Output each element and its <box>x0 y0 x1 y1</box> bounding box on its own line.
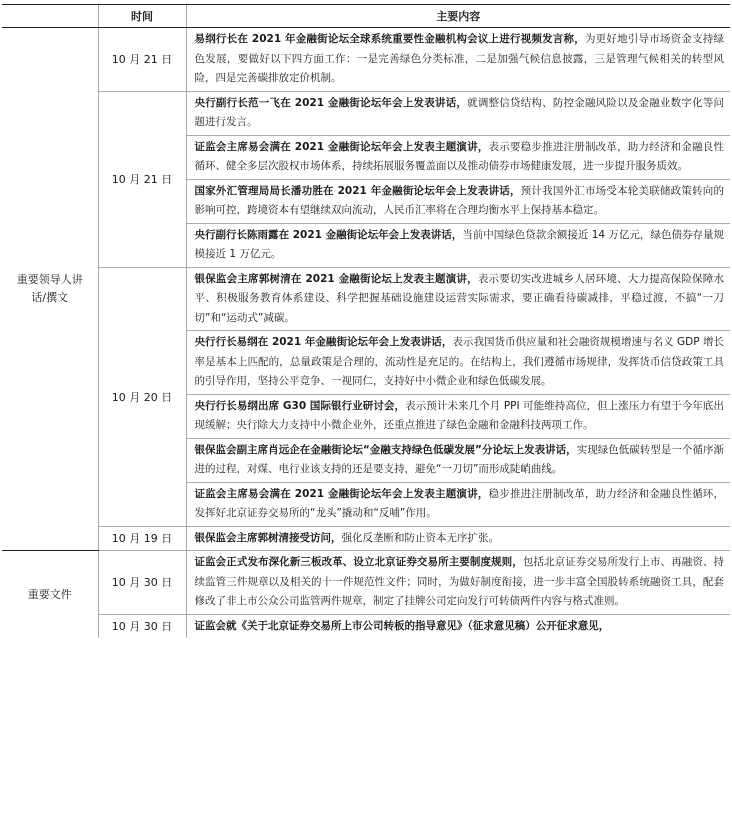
header-content: 主要内容 <box>186 5 730 28</box>
header-category <box>2 5 98 28</box>
table-row <box>2 526 730 551</box>
row-headline: 银保监会主席郭树清接受访问， <box>194 531 342 544</box>
row-date: 10 月 21 日 <box>98 28 186 92</box>
row-content <box>186 551 730 615</box>
row-content <box>186 526 730 551</box>
row-headline: 证监会主席易会满在 2021 金融街论坛年会上发表主题演讲， <box>194 487 489 500</box>
row-content <box>186 91 730 135</box>
row-headline: 央行行长易纲在 2021 年金融街论坛年会上发表讲话， <box>194 336 453 348</box>
row-body: 表示要切实改进城乡人居环境、大力提高保险保障水平、积极服务教育体系建设、科学把握基础设施建设运营实际需求，要正确看待碳减排，平稳过渡，不搞“一刀切”和“运动式”减碳。 <box>194 272 724 324</box>
row-body: 表示要稳步推进注册制改革，助力经济和金融良性循环、健全多层次股权市场体系，持续拓展服务覆盖面以及推动债券市场健康发展，进一步提升服务质效。 <box>194 140 724 172</box>
row-date: 10 月 21 日 <box>98 91 186 267</box>
row-body: 为更好地引导市场资金支持绿色发展，要做好以下四方面工作：一是完善绿色分类标准，二是加强气候信息披露，三是管理气候相关的转型风险，四是完善碳排放定价机制。 <box>194 33 724 84</box>
table-row <box>2 267 730 331</box>
row-headline: 央行副行长陈雨露在 2021 金融街论坛年会上发表讲话， <box>194 228 463 241</box>
row-content <box>186 482 730 526</box>
row-content <box>186 394 730 438</box>
row-headline: 证监会主席易会满在 2021 金融街论坛年会上发表主题演讲， <box>194 140 489 153</box>
row-headline: 易纲行长在 2021 年金融街论坛全球系统重要性金融机构会议上进行视频发言称， <box>194 33 585 45</box>
row-body: 预计我国外汇市场受本轮美联储政策转向的影响可控，跨境资本有望继续双向流动，人民币汇率将在合理均衡水平上保持基本稳定。 <box>194 184 724 216</box>
row-content <box>186 179 730 223</box>
row-content <box>186 135 730 179</box>
row-body: 稳步推进注册制改革，助力经济和金融良性循环，发挥好北京证券交易所的“龙头”撬动和“反哺”作用。 <box>194 487 724 519</box>
header-time: 时间 <box>98 5 186 28</box>
row-body: 表示预计未来几个月 PPI 可能维持高位，但上涨压力有望于今年底出现缓解；央行除大力支持中小微企业外，还重点推进了绿色金融和金融科技两项工作。 <box>194 399 725 431</box>
row-body: 表示我国货币供应量和社会融资规模增速与名义 GDP 增长率是基本上匹配的，总量政策是合理的，流动性是充足的。在结构上，我们遵循市场规律，发挥货币信贷政策工具的引导作用，坚持公平竞争、一视同仁，支持好中小微企业和绿色低碳发展。 <box>194 336 724 387</box>
row-headline: 国家外汇管理局局长潘功胜在 2021 年金融街论坛年会上发表讲话， <box>194 184 521 197</box>
row-body: 当前中国绿色贷款余额接近 14 万亿元，绿色债券存量规模接近 1 万亿元。 <box>194 228 724 260</box>
row-headline: 银保监会主席郭树清在 2021 金融街论坛上发表主题演讲， <box>194 272 478 285</box>
row-headline: 银保监会副主席肖远企在金融街论坛“金融支持绿色低碳发展”分论坛上发表讲话， <box>194 443 577 456</box>
news-table <box>2 4 730 638</box>
row-body: 就调整信贷结构、防控金融风险以及金融业数字化等问题进行发言。 <box>194 96 724 128</box>
table-row <box>2 28 730 92</box>
row-body: 实现绿色低碳转型是一个循序渐进的过程，对煤、电行业该支持的还是要支持，避免“一刀切”而形成陡峭曲线。 <box>194 443 724 475</box>
row-content <box>186 267 730 331</box>
row-headline: 央行行长易纲出席 G30 国际银行业研讨会， <box>194 399 406 412</box>
row-date: 10 月 30 日 <box>98 551 186 615</box>
row-content <box>186 614 730 638</box>
table-row <box>2 551 730 615</box>
table-header <box>2 5 730 28</box>
row-headline: 证监会就《关于北京证券交易所上市公司转板的指导意见》（征求意见稿）公开征求意见， <box>194 619 610 632</box>
row-date: 10 月 20 日 <box>98 267 186 526</box>
row-content <box>186 438 730 482</box>
row-body: 强化反垄断和防止资本无序扩张。 <box>341 531 499 544</box>
row-date: 10 月 30 日 <box>98 614 186 638</box>
row-date: 10 月 19 日 <box>98 526 186 551</box>
row-content <box>186 331 730 395</box>
category-documents: 重要文件 <box>27 587 72 601</box>
row-body: 包括北京证券交易所发行上市、再融资、持续监管三件规章以及相关的十一件规范性文件；同时，为做好制度衔接，进一步丰富全国股转系统融资工具，配套修改了非上市公众公司监管两件规章，制定了挂牌公司定向发行可转债两件内容与格式准则。 <box>194 556 725 607</box>
row-headline: 央行副行长范一飞在 2021 金融街论坛年会上发表讲话， <box>194 96 468 109</box>
category-leaders: 重要领导人讲话/撰文 <box>2 28 98 551</box>
table-row <box>2 91 730 135</box>
table-row <box>2 614 730 638</box>
row-content <box>186 28 730 92</box>
row-headline: 证监会正式发布深化新三板改革、设立北京证券交易所主要制度规则， <box>194 556 523 568</box>
row-content <box>186 223 730 267</box>
